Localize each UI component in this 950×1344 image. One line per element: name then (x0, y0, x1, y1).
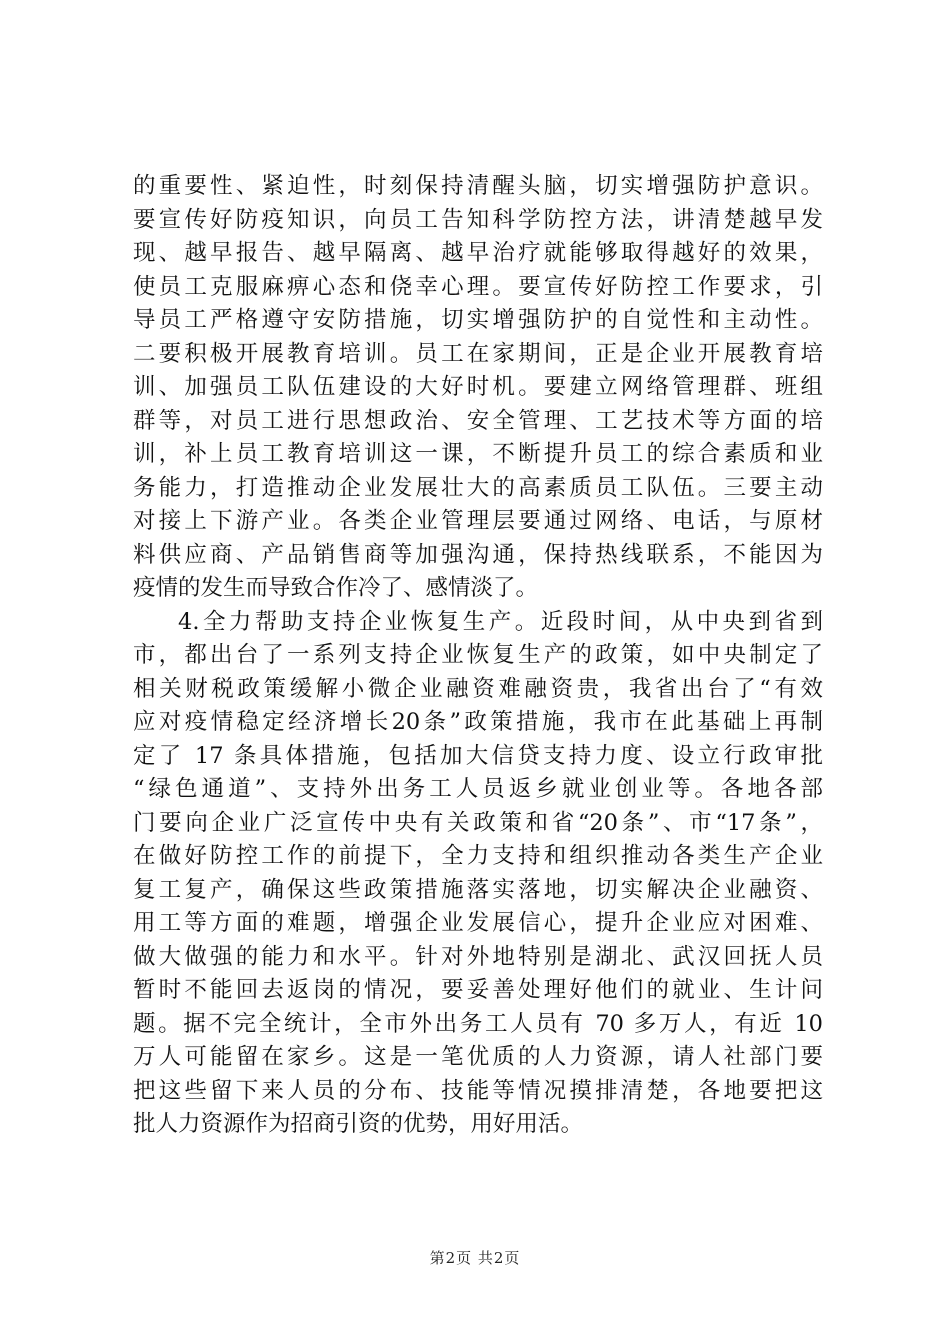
text-line: 群等，对员工进行思想政治、安全管理、工艺技术等方面的培 (133, 407, 823, 434)
text-line: 使员工克服麻痹心态和侥幸心理。要宣传好防控工作要求，引 (133, 273, 823, 300)
text-line: 应对疫情稳定经济增长20条”政策措施，我市在此基础上再制 (133, 709, 823, 735)
text-line: 复工复产，确保这些政策措施落实落地，切实解决企业融资、 (133, 876, 823, 903)
body-text (133, 170, 823, 1142)
text-line: 要宣传好防疫知识，向员工告知科学防控方法，讲清楚越早发 (133, 206, 823, 233)
text-line: 定了 17 条具体措施，包括加大信贷支持力度、设立行政审批 (133, 742, 823, 769)
text-line: 务能力，打造推动企业发展壮大的高素质员工队伍。三要主动 (133, 474, 823, 501)
text-line: 训，补上员工教育培训这一课，不断提升员工的综合素质和业 (133, 441, 823, 467)
text-line: 门要向企业广泛宣传中央有关政策和省“20条”、市“17条”， (133, 809, 823, 836)
text-line: 的重要性、紧迫性，时刻保持清醒头脑，切实增强防护意识。 (133, 173, 823, 199)
text-line: “绿色通道”、支持外出务工人员返乡就业创业等。各地各部 (133, 776, 823, 802)
text-line: 题。据不完全统计，全市外出务工人员有 70 多万人，有近 10 (133, 1010, 823, 1037)
text-line: 万人可能留在家乡。这是一笔优质的人力资源，请人社部门要 (133, 1044, 823, 1070)
text-line: 市，都出台了一系列支持企业恢复生产的政策，如中央制定了 (133, 642, 823, 668)
text-line: 疫情的发生而导致合作冷了、感情淡了。 (133, 575, 539, 601)
text-line: 现、越早报告、越早隔离、越早治疗就能够取得越好的效果， (133, 240, 823, 266)
text-line: 二要积极开展教育培训。员工在家期间，正是企业开展教育培 (133, 340, 823, 367)
text-line: 对接上下游产业。各类企业管理层要通过网络、电话，与原材 (133, 508, 823, 534)
text-line: 暂时不能回去返岗的情况，要妥善处理好他们的就业、生计问 (133, 977, 823, 1003)
text-line: 相关财税政策缓解小微企业融资难融资贵，我省出台了“有效 (133, 675, 823, 702)
text-line: 在做好防控工作的前提下，全力支持和组织推动各类生产企业 (133, 843, 823, 869)
text-line: 导员工严格遵守安防措施，切实增强防护的自觉性和主动性。 (133, 307, 823, 333)
text-line: 做大做强的能力和水平。针对外地特别是湖北、武汉回抚人员 (133, 943, 823, 970)
text-line: 把这些留下来人员的分布、技能等情况摸排清楚，各地要把这 (133, 1077, 823, 1104)
text-line: 用工等方面的难题，增强企业发展信心，提升企业应对困难、 (133, 910, 823, 936)
text-line: 训、加强员工队伍建设的大好时机。要建立网络管理群、班组 (133, 374, 823, 400)
page-number-footer: 第2页 共2页 (429, 1249, 521, 1267)
text-line: 料供应商、产品销售商等加强沟通，保持热线联系，不能因为 (133, 541, 823, 568)
paragraph-heading-line: 4.全力帮助支持企业恢复生产。近段时间，从中央到省到 (178, 608, 823, 635)
text-line: 批人力资源作为招商引资的优势，用好用活。 (133, 1111, 584, 1137)
